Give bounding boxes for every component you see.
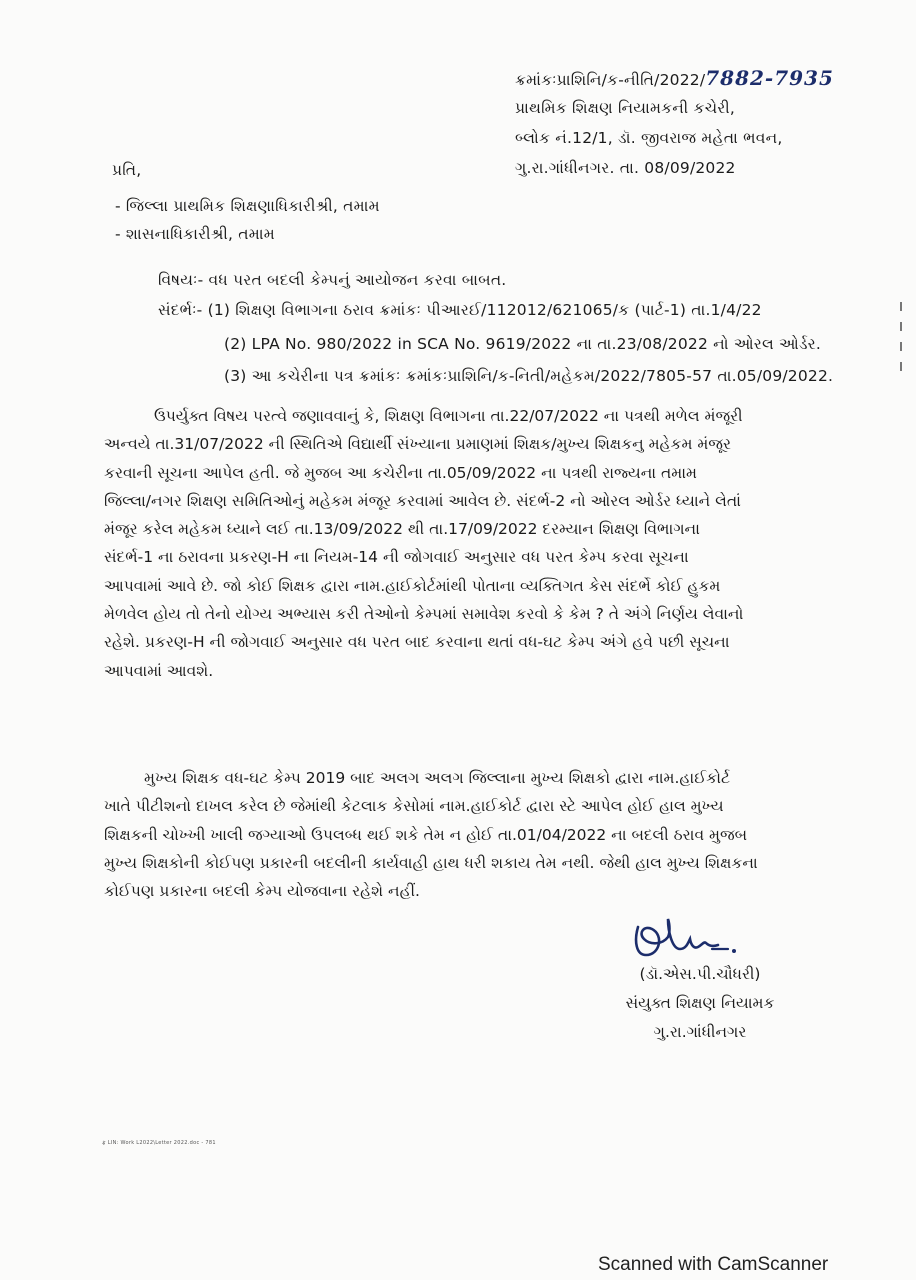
paragraph-line: મુખ્ય શિક્ષક વધ-ઘટ કેમ્પ 2019 બાદ અલગ અલગ જિલ્લાના મુખ્ય શિક્ષકો દ્વારા નામ.હાઈકોર્ટ [144, 769, 731, 787]
signature-image [628, 905, 748, 965]
subject-line: વિષયઃ- વધ પરત બદલી કેમ્પનું આયોજન કરવા બાબત. [158, 271, 507, 289]
office-date: ગુ.રા.ગાંધીનગર. તા. 08/09/2022 [515, 159, 736, 177]
signatory-designation: સંયુક્ત શિક્ષણ નિયામક [625, 994, 775, 1012]
signatory-block [580, 960, 820, 1047]
body-paragraph-1 [104, 402, 814, 685]
paragraph-line: રહેશે. પ્રકરણ-H ની જોગવાઈ અનુસાર વધ પરત બાદ કરવાના થતાં વધ-ઘટ કેમ્પ અંગે હવે પછી સૂચના [104, 633, 730, 652]
reference-3: (3) આ કચેરીના પત્ર ક્રમાંકઃ ક્રમાંકઃપ્રાશિનિ/ક-નિતી/મહેકમ/2022/7805-57 તા.05/09/2022. [224, 367, 834, 385]
file-path-footer: ફ LIN: Work L2022\Letter 2022.doc - 781 [102, 1140, 216, 1146]
paragraph-line: અન્વયે તા.31/07/2022 ની સ્થિતિએ વિદ્યાર્થી સંખ્યાના પ્રમાણમાં શિક્ષક/મુખ્ય શિક્ષકનુ મહેકમ મંજૂર [104, 435, 731, 454]
reference-number-line [515, 68, 834, 91]
reference-2: (2) LPA No. 980/2022 in SCA No. 9619/2022 ના તા.23/08/2022 નો ઓરલ ઓર્ડર. [224, 335, 822, 353]
paragraph-line: મંજૂર કરેલ મહેકમ ધ્યાને લઈ તા.13/09/2022 થી તા.17/09/2022 દરમ્યાન શિક્ષણ વિભાગના [104, 520, 700, 539]
handwritten-dispatch-number: 7882-7935 [705, 66, 834, 90]
body-paragraph-2 [104, 764, 814, 905]
paragraph-line: જિલ્લા/નગર શિક્ષણ સમિતિઓનું મહેકમ મંજૂર કરવામાં આવેલ છે. સંદર્ભ-2 નો ઓરલ ઓર્ડર ધ્યાને લેતાં [104, 491, 741, 510]
reference-number: ક્રમાંકઃપ્રાશિનિ/ક-નીતિ/2022/ [515, 71, 706, 89]
to-label: પ્રતિ, [112, 161, 142, 179]
paragraph-line: ખાતે પીટીશનો દાખલ કરેલ છે જેમાંથી કેટલાક કેસોમાં નામ.હાઈકોર્ટ દ્વારા સ્ટે આપેલ હોઈ હાલ મુખ્ય [104, 797, 724, 816]
paragraph-line: ઉપર્યુક્ત વિષય પરત્વે જણાવવાનું કે, શિક્ષણ વિભાગના તા.22/07/2022 ના પત્રથી મળેલ મંજૂરી [154, 407, 743, 425]
paragraph-line: આપવામાં આવે છે. જો કોઈ શિક્ષક દ્વારા નામ.હાઈકોર્ટમાંથી પોતાના વ્યક્તિગત કેસ સંદર્ભે કોઈ હુકમ [104, 576, 721, 595]
camscanner-watermark: Scanned with CamScanner [598, 1254, 829, 1275]
office-name: પ્રાથમિક શિક્ષણ નિયામકની કચેરી, [515, 99, 736, 117]
recipient-district-officers: - જિલ્લા પ્રાથમિક શિક્ષણાધિકારીશ્રી, તમામ [115, 197, 380, 215]
office-address: બ્લોક નં.12/1, ડૉ. જીવરાજ મહેતા ભવન, [515, 129, 783, 147]
reference-1: સંદર્ભઃ- (1) શિક્ષણ વિભાગના ઠરાવ ક્રમાંકઃ પીઆરઈ/112012/621065/ક (પાર્ટ-1) તા.1/4/22 [158, 301, 762, 319]
recipient-administrative-officers: - શાસનાધિકારીશ્રી, તમામ [115, 225, 275, 243]
paragraph-line: સંદર્ભ-1 ના ઠરાવના પ્રકરણ-H ના નિયમ-14 ની જોગવાઈ અનુસાર વધ પરત કેમ્પ કરવા સૂચના [104, 548, 689, 567]
paragraph-line: મેળવેલ હોય તો તેનો યોગ્ય અભ્યાસ કરી તેઓનો કેમ્પમાં સમાવેશ કરવો કે કેમ ? તે અંગે નિર્ણય લેવાનો [104, 605, 744, 624]
paragraph-line: કોઈપણ પ્રકારના બદલી કેમ્પ યોજવાના રહેશે નહીં. [104, 882, 420, 901]
signatory-place: ગુ.રા.ગાંધીનગર [653, 1023, 747, 1041]
signatory-name: (ડૉ.એસ.પી.ચૌધરી) [639, 965, 761, 983]
paragraph-line: આપવામાં આવશે. [104, 661, 214, 680]
paragraph-line: મુખ્ય શિક્ષકોની કોઈપણ પ્રકારની બદલીની કાર્યવાહી હાથ ધરી શકાય તેમ નથી. જેથી હાલ મુખ્ય શિક્ષકના [104, 853, 758, 872]
paragraph-line: કરવાની સૂચના આપેલ હતી. જે મુજબ આ કચેરીના તા.05/09/2022 ના પત્રથી રાજ્યના તમામ [104, 463, 697, 482]
paragraph-line: શિક્ષકની ચોખ્ખી ખાલી જગ્યાઓ ઉપલબ્ધ થઈ શકે તેમ ન હોઈ તા.01/04/2022 ના બદલી ઠરાવ મુજબ [104, 825, 748, 844]
